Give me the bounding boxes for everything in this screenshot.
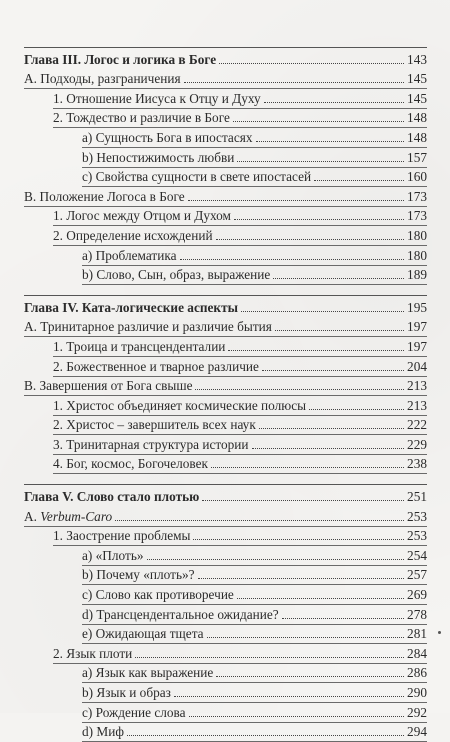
chapter-title: Глава IV. Ката-логические аспекты bbox=[24, 299, 238, 315]
chapter-heading[interactable] bbox=[24, 295, 427, 316]
entry-title: a) Проблематика bbox=[82, 247, 177, 263]
dot-leader bbox=[241, 311, 404, 312]
entry-title: А. Подходы, разграничения bbox=[24, 71, 181, 87]
dot-leader bbox=[180, 259, 405, 260]
entry-title: 4. Бог, космос, Богочеловек bbox=[53, 456, 208, 472]
toc-entry[interactable] bbox=[24, 453, 427, 473]
entry-title: d) Миф bbox=[82, 724, 124, 740]
dot-leader bbox=[234, 219, 404, 220]
page-number: 197 bbox=[407, 319, 427, 335]
entry-title: B. Завершения от Бога свыше bbox=[24, 378, 193, 394]
dot-leader bbox=[184, 82, 404, 83]
page-number: 148 bbox=[407, 129, 427, 145]
dot-leader bbox=[198, 578, 404, 579]
entry-title: 1. Троица и трансценденталии bbox=[53, 338, 226, 354]
toc-entry[interactable] bbox=[24, 126, 427, 146]
dot-leader bbox=[256, 141, 405, 142]
row-rule bbox=[53, 473, 427, 474]
page-number: 281 bbox=[407, 626, 427, 642]
entry-title: a) «Плоть» bbox=[82, 547, 144, 563]
page-number: 222 bbox=[407, 417, 427, 433]
page-number: 204 bbox=[407, 358, 427, 374]
toc-entry[interactable] bbox=[24, 701, 427, 721]
toc-entry[interactable] bbox=[24, 414, 427, 434]
page-number: 143 bbox=[407, 51, 427, 67]
toc-entry[interactable] bbox=[24, 603, 427, 623]
dot-leader bbox=[211, 467, 404, 468]
toc-entry[interactable] bbox=[24, 224, 427, 244]
entry-title-italic: Verbum-Caro bbox=[40, 508, 113, 524]
page-number: 253 bbox=[407, 508, 427, 524]
dot-leader bbox=[174, 696, 404, 697]
dot-leader bbox=[195, 389, 404, 390]
dot-leader bbox=[309, 409, 404, 410]
print-speck bbox=[438, 631, 441, 634]
page-number: 197 bbox=[407, 338, 427, 354]
page-number: 145 bbox=[407, 90, 427, 106]
page-number: 253 bbox=[407, 528, 427, 544]
chapter-heading[interactable] bbox=[24, 47, 427, 68]
dot-leader bbox=[216, 676, 404, 677]
entry-title: А. Тринитарное различие и различие бытия bbox=[24, 319, 272, 335]
entry-title: b) Язык и образ bbox=[82, 685, 171, 700]
entry-title: b) Слово, Сын, образ, выражение bbox=[82, 267, 271, 283]
page-number: 294 bbox=[407, 724, 427, 740]
page-number: 148 bbox=[407, 110, 427, 126]
dot-leader bbox=[219, 63, 404, 64]
entry-title bbox=[24, 509, 114, 525]
dot-leader bbox=[127, 735, 404, 736]
toc-entry[interactable] bbox=[24, 505, 427, 525]
page-number: 213 bbox=[407, 378, 427, 394]
chapter-section bbox=[24, 295, 427, 472]
page-number: 173 bbox=[407, 188, 427, 204]
toc-entry[interactable] bbox=[24, 205, 427, 225]
toc-entry[interactable] bbox=[24, 394, 427, 414]
chapter-title: Глава V. Слово стало плотью bbox=[24, 489, 200, 505]
dot-leader bbox=[262, 370, 404, 371]
dot-leader bbox=[275, 330, 404, 331]
page-number: 251 bbox=[407, 489, 427, 505]
entry-title-prefix: А. bbox=[24, 508, 41, 524]
page-number: 195 bbox=[407, 299, 427, 315]
chapter-heading[interactable] bbox=[24, 484, 427, 505]
page-number: 290 bbox=[407, 685, 427, 700]
toc-entry[interactable] bbox=[24, 146, 427, 166]
page-number: 278 bbox=[407, 606, 427, 622]
entry-title: a) Язык как выражение bbox=[82, 665, 214, 681]
page-number: 145 bbox=[407, 71, 427, 87]
dot-leader bbox=[135, 657, 404, 658]
entry-title: 2. Христос – завершитель всех наук bbox=[53, 417, 256, 433]
dot-leader bbox=[228, 350, 404, 351]
entry-title: 3. Тринитарная структура истории bbox=[53, 436, 249, 452]
page-number: 254 bbox=[407, 547, 427, 563]
entry-title: c) Слово как противоречие bbox=[82, 587, 234, 603]
page-number: 257 bbox=[407, 567, 427, 583]
toc-entry[interactable] bbox=[24, 107, 427, 127]
toc-entry[interactable] bbox=[24, 316, 427, 336]
dot-leader bbox=[237, 161, 404, 162]
dot-leader bbox=[314, 180, 404, 181]
table-of-contents bbox=[24, 47, 427, 740]
page-number: 180 bbox=[407, 247, 427, 263]
toc-entry[interactable] bbox=[24, 525, 427, 545]
toc-entry[interactable] bbox=[24, 623, 427, 643]
toc-entry[interactable] bbox=[24, 244, 427, 264]
page-number: 284 bbox=[407, 645, 427, 661]
dot-leader bbox=[147, 559, 405, 560]
dot-leader bbox=[252, 448, 405, 449]
toc-entry[interactable] bbox=[24, 264, 427, 284]
dot-leader bbox=[189, 716, 405, 717]
entry-title: B. Положение Логоса в Боге bbox=[24, 188, 185, 204]
dot-leader bbox=[193, 539, 404, 540]
entry-title: 2. Определение исхождений bbox=[53, 227, 213, 243]
toc-entry[interactable] bbox=[24, 544, 427, 564]
page-number: 213 bbox=[407, 397, 427, 413]
entry-title: d) Трансцендентальное ожидание? bbox=[82, 606, 279, 622]
toc-entry[interactable] bbox=[24, 166, 427, 186]
entry-title: b) Почему «плоть»? bbox=[82, 567, 195, 583]
entry-title: c) Свойства сущности в свете ипостасей bbox=[82, 169, 312, 185]
page-number: 173 bbox=[407, 208, 427, 224]
entry-title: 1. Отношение Иисуса к Отцу и Духу bbox=[53, 90, 261, 106]
entry-title: 1. Логос между Отцом и Духом bbox=[53, 208, 231, 224]
entry-title: e) Ожидающая тщета bbox=[82, 626, 204, 642]
toc-entry[interactable] bbox=[24, 68, 427, 88]
toc-entry[interactable] bbox=[24, 721, 427, 741]
toc-entry[interactable] bbox=[24, 335, 427, 355]
entry-title: c) Рождение слова bbox=[82, 704, 186, 720]
dot-leader bbox=[264, 102, 404, 103]
dot-leader bbox=[282, 618, 404, 619]
entry-title: 2. Тождество и различие в Боге bbox=[53, 110, 230, 126]
entry-title: 2. Язык плоти bbox=[53, 645, 133, 661]
dot-leader bbox=[115, 520, 404, 521]
page-number: 160 bbox=[407, 169, 427, 185]
page-number: 292 bbox=[407, 704, 427, 720]
toc-entry[interactable] bbox=[24, 642, 427, 662]
page-number: 189 bbox=[407, 267, 427, 283]
entry-title: 2. Божественное и тварное различие bbox=[53, 358, 259, 374]
chapter-title: Глава III. Логос и логика в Боге bbox=[24, 51, 217, 67]
page-number: 157 bbox=[407, 149, 427, 165]
row-rule bbox=[82, 284, 427, 285]
entry-title: b) Непостижимость любви bbox=[82, 149, 235, 165]
dot-leader bbox=[207, 637, 404, 638]
page-number: 286 bbox=[407, 665, 427, 681]
dot-leader bbox=[259, 428, 404, 429]
entry-title: 1. Христос объединяет космические полюсы bbox=[53, 397, 307, 413]
page-number: 180 bbox=[407, 227, 427, 243]
dot-leader bbox=[237, 598, 404, 599]
dot-leader bbox=[233, 121, 404, 122]
toc-entry[interactable] bbox=[24, 185, 427, 205]
page-number: 238 bbox=[407, 456, 427, 472]
toc-entry[interactable] bbox=[24, 564, 427, 584]
toc-entry[interactable] bbox=[24, 681, 427, 701]
chapter-section bbox=[24, 484, 427, 740]
toc-entry[interactable] bbox=[24, 375, 427, 395]
dot-leader bbox=[202, 500, 404, 501]
dot-leader bbox=[216, 239, 404, 240]
dot-leader bbox=[273, 278, 404, 279]
entry-title: a) Сущность Бога в ипостасях bbox=[82, 129, 253, 145]
toc-entry[interactable] bbox=[24, 355, 427, 375]
toc-entry[interactable] bbox=[24, 583, 427, 603]
dot-leader bbox=[188, 200, 404, 201]
toc-entry[interactable] bbox=[24, 433, 427, 453]
toc-entry[interactable] bbox=[24, 662, 427, 682]
toc-entry[interactable] bbox=[24, 87, 427, 107]
page-number: 269 bbox=[407, 587, 427, 603]
entry-title: 1. Заострение проблемы bbox=[53, 528, 191, 544]
page-number: 229 bbox=[407, 436, 427, 452]
chapter-section bbox=[24, 47, 427, 283]
